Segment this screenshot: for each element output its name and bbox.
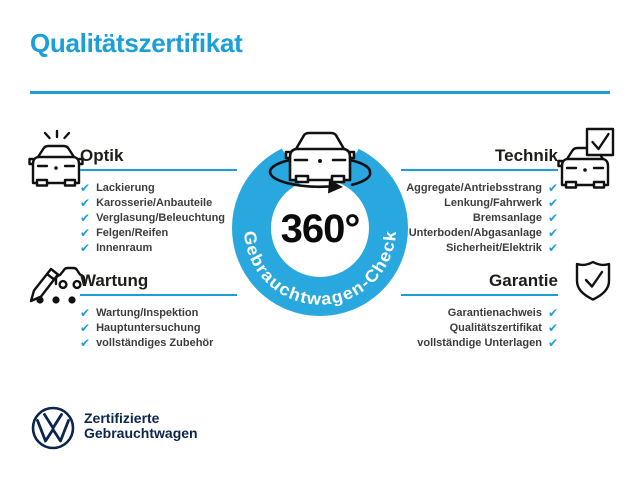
list-item bbox=[401, 335, 558, 350]
item-label: Hauptuntersuchung bbox=[96, 321, 201, 334]
brand-line-2: Gebrauchtwagen bbox=[84, 425, 198, 441]
optik-heading: Optik bbox=[80, 146, 237, 171]
ring-label-text: Gebrauchtwagen-Check bbox=[239, 229, 401, 309]
check-icon: ✔ bbox=[547, 195, 558, 210]
check-icon: ✔ bbox=[80, 240, 91, 255]
list-item bbox=[80, 210, 237, 225]
footer-brand bbox=[84, 411, 198, 441]
section-optik bbox=[80, 146, 237, 255]
list-item bbox=[80, 225, 237, 240]
item-label: Felgen/Reifen bbox=[96, 226, 169, 239]
list-item bbox=[401, 225, 558, 240]
list-item bbox=[401, 320, 558, 335]
check-icon: ✔ bbox=[547, 180, 558, 195]
item-label: Karosserie/Anbauteile bbox=[96, 196, 213, 209]
item-label: Lenkung/Fahrwerk bbox=[444, 196, 542, 209]
item-label: Lackierung bbox=[96, 181, 155, 194]
list-item bbox=[80, 305, 237, 320]
check-icon: ✔ bbox=[80, 180, 91, 195]
check-icon: ✔ bbox=[547, 210, 558, 225]
check-icon: ✔ bbox=[80, 335, 91, 350]
item-label: Wartung/Inspektion bbox=[96, 306, 199, 319]
item-label: vollständiges Zubehör bbox=[96, 336, 214, 349]
item-label: Innenraum bbox=[96, 241, 153, 254]
item-label: Sicherheit/Elektrik bbox=[445, 241, 542, 254]
item-label: Garantienachweis bbox=[447, 306, 542, 319]
check-icon: ✔ bbox=[80, 195, 91, 210]
list-item bbox=[401, 195, 558, 210]
section-wartung bbox=[80, 271, 237, 350]
item-label: Aggregate/Antriebsstrang bbox=[406, 181, 542, 194]
shield-check-icon bbox=[577, 262, 609, 300]
list-item bbox=[80, 180, 237, 195]
degrees-360-label: 360° bbox=[280, 207, 360, 251]
wartung-heading: Wartung bbox=[80, 271, 237, 296]
technik-heading: Technik bbox=[401, 146, 558, 171]
shiny-car-icon bbox=[30, 131, 83, 186]
check-icon: ✔ bbox=[547, 240, 558, 255]
item-label: Qualitätszertifikat bbox=[449, 321, 542, 334]
list-item bbox=[80, 240, 237, 255]
brand-line-1: Zertifizierte bbox=[84, 410, 160, 426]
list-item bbox=[401, 305, 558, 320]
check-icon: ✔ bbox=[80, 225, 91, 240]
item-label: vollständige Unterlagen bbox=[417, 336, 542, 349]
check-icon: ✔ bbox=[80, 210, 91, 225]
section-garantie bbox=[401, 271, 558, 350]
check-icon: ✔ bbox=[547, 225, 558, 240]
list-item bbox=[401, 210, 558, 225]
item-label: Bremsanlage bbox=[472, 211, 542, 224]
check-icon: ✔ bbox=[547, 320, 558, 335]
list-item bbox=[80, 335, 237, 350]
page-title: Qualitätszertifikat bbox=[30, 28, 243, 58]
list-item bbox=[401, 240, 558, 255]
check-icon: ✔ bbox=[547, 335, 558, 350]
list-item bbox=[80, 320, 237, 335]
garantie-heading: Garantie bbox=[401, 271, 558, 296]
list-item bbox=[80, 195, 237, 210]
section-technik bbox=[401, 146, 558, 255]
item-label: Unterboden/Abgasanlage bbox=[408, 226, 542, 239]
check-icon: ✔ bbox=[80, 320, 91, 335]
vw-logo bbox=[33, 408, 73, 448]
car-check-icon bbox=[559, 129, 614, 188]
item-label: Verglasung/Beleuchtung bbox=[96, 211, 226, 224]
check-icon: ✔ bbox=[547, 305, 558, 320]
list-item bbox=[401, 180, 558, 195]
check-icon: ✔ bbox=[80, 305, 91, 320]
title-divider bbox=[30, 91, 610, 94]
maintenance-checklist-icon bbox=[31, 268, 84, 304]
